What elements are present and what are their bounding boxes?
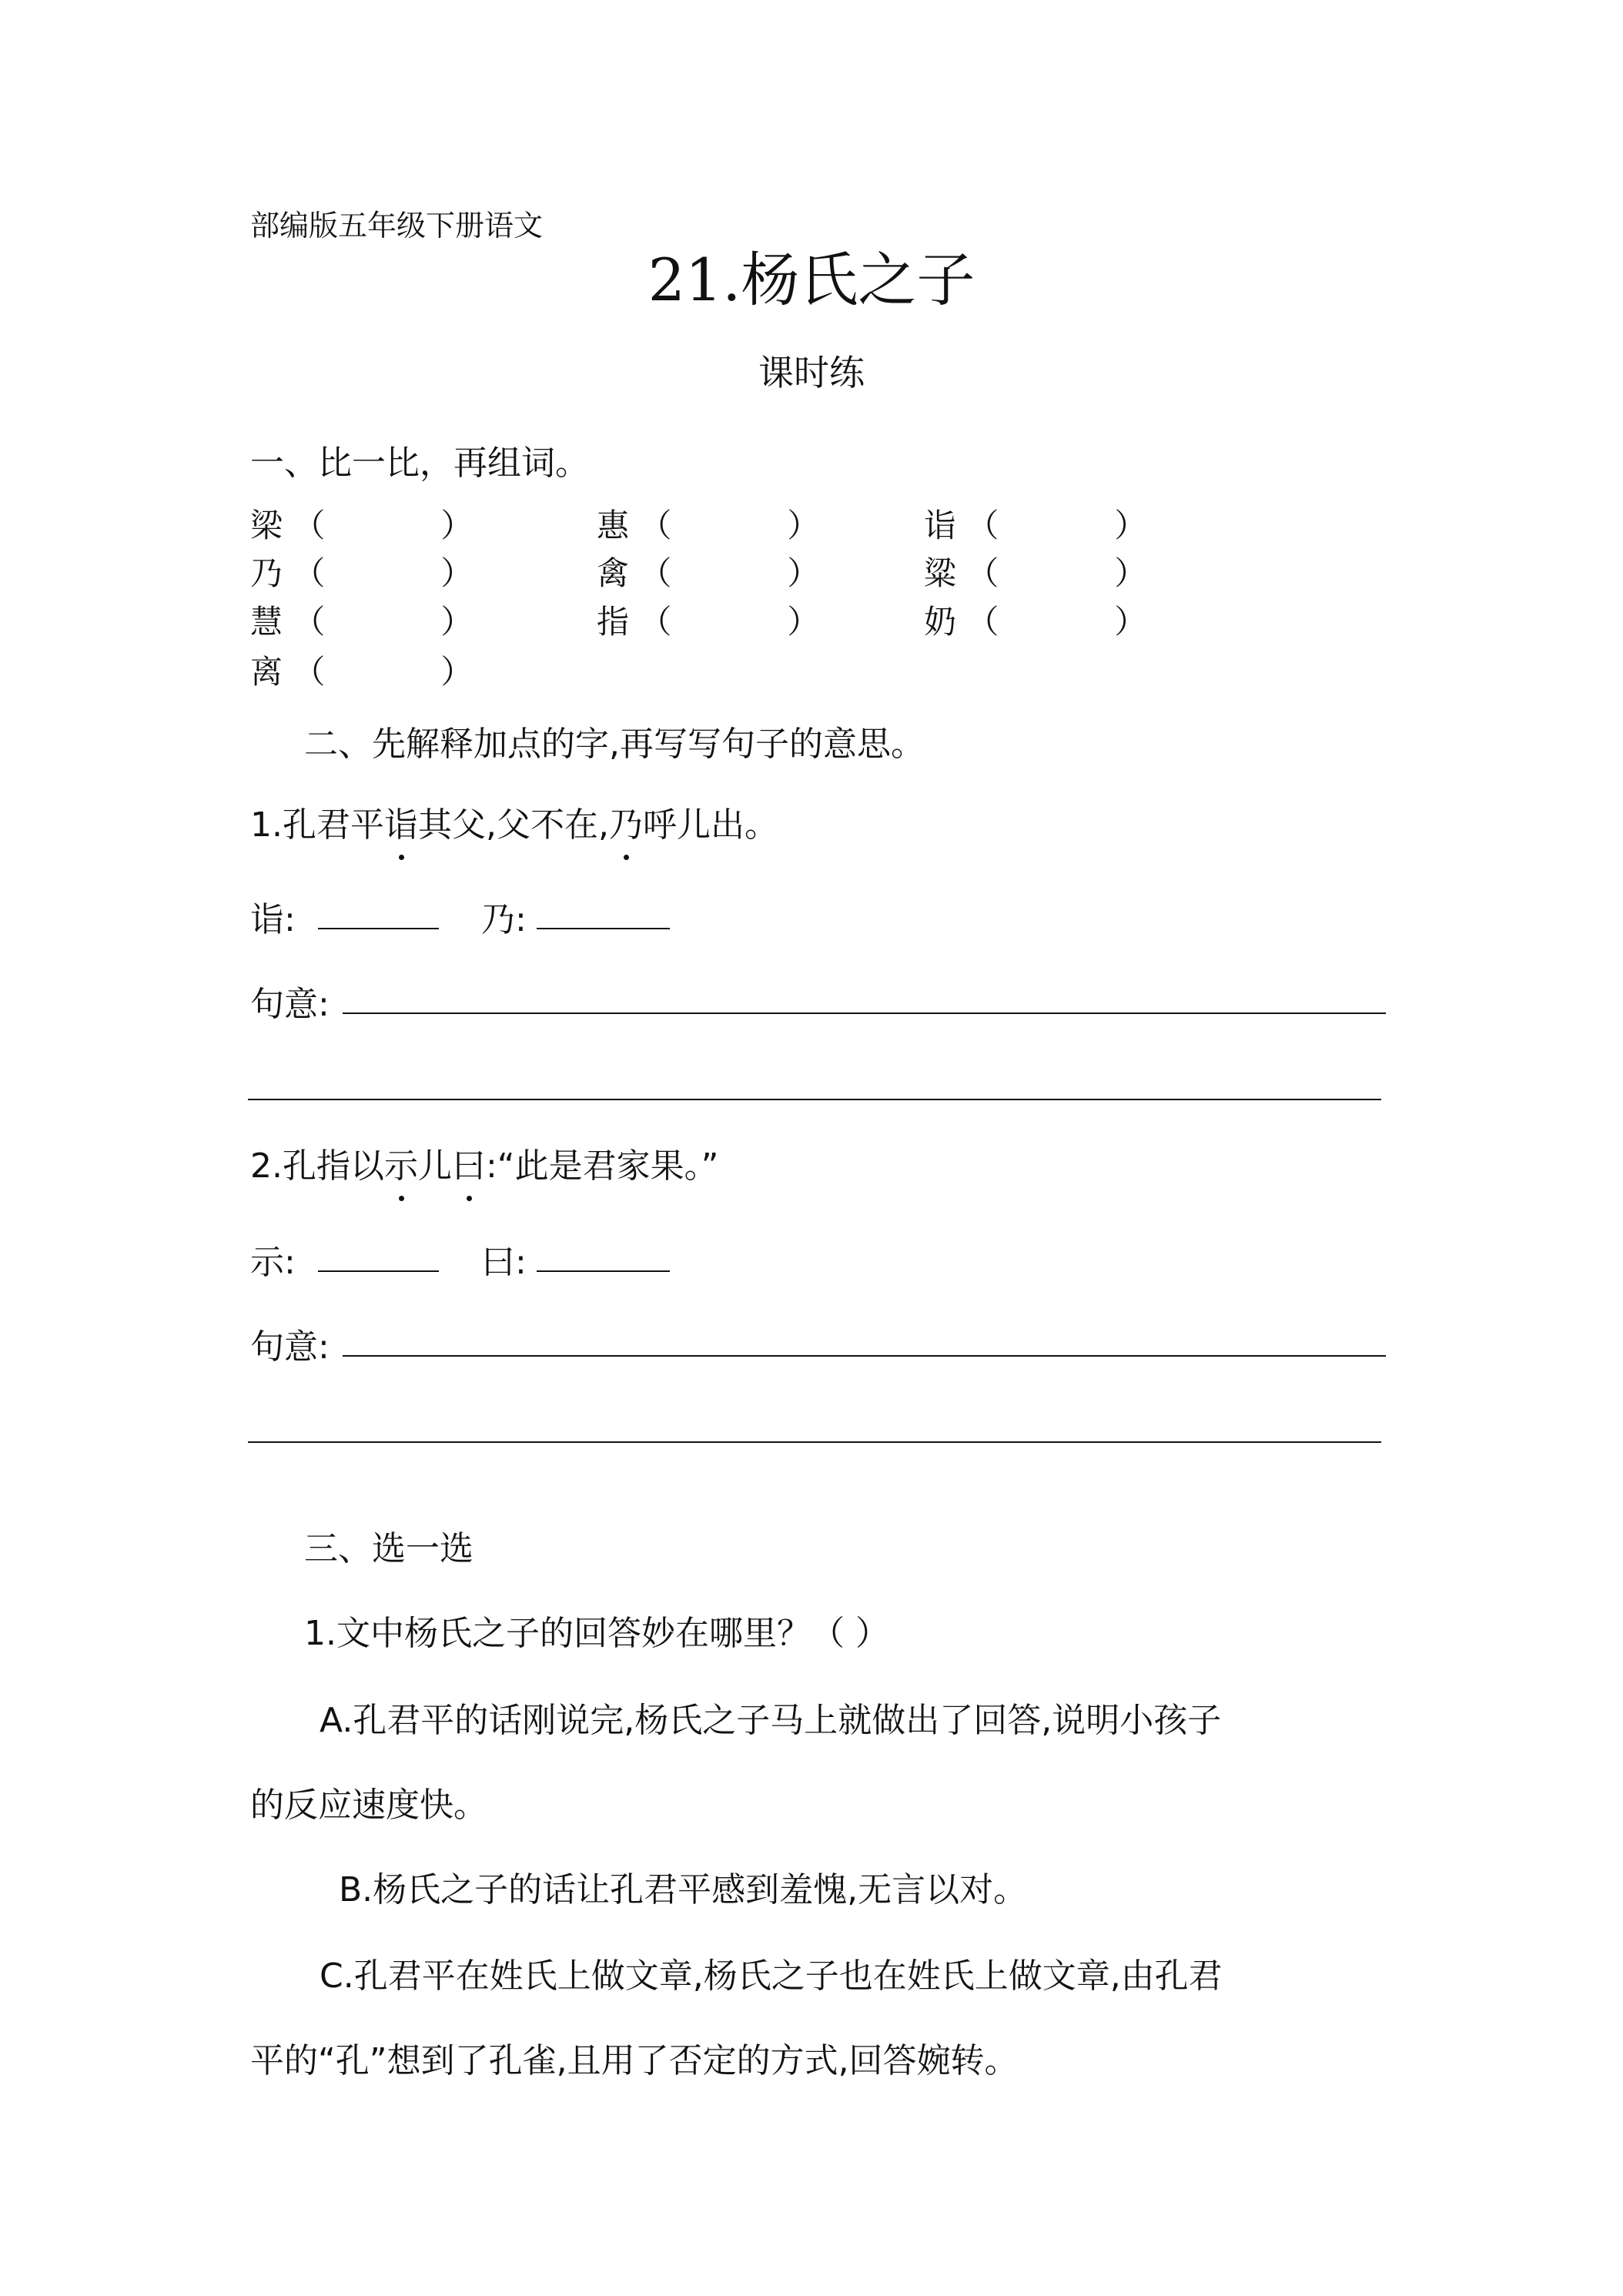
right-paren: ） — [440, 653, 474, 691]
left-paren: （ — [293, 653, 326, 691]
char: 粱 — [924, 554, 957, 592]
right-paren: ） — [1114, 554, 1147, 592]
section3-question: 1.文中杨氏之子的回答妙在哪里？（ ） — [304, 1614, 889, 1653]
right-paren: ） — [1114, 603, 1147, 641]
option-c-line-1: C.孔君平在姓氏上做文章,杨氏之子也在姓氏上做文章,由孔君 — [320, 1956, 1223, 1996]
sentence-part: 1.孔君平 — [250, 805, 384, 845]
left-paren: （ — [639, 603, 672, 641]
q1-word2-answer-line[interactable] — [537, 928, 670, 929]
q2-word1-answer-line[interactable] — [318, 1270, 439, 1272]
left-paren: （ — [966, 603, 999, 641]
sentence-part: 呼儿出。 — [642, 805, 778, 845]
q1-meaning-line-1[interactable] — [343, 1012, 1386, 1014]
q2-word1-label: 示: — [250, 1243, 296, 1282]
section3-heading: 三、选一选 — [304, 1529, 474, 1568]
sentence-part: 儿 — [417, 1146, 452, 1186]
word-item — [250, 548, 473, 594]
q2-meaning-line-1[interactable] — [343, 1355, 1386, 1357]
q1-meaning-line-2[interactable] — [248, 1099, 1381, 1100]
q2-meaning-line-2[interactable] — [248, 1441, 1381, 1443]
left-paren: （ — [966, 554, 999, 592]
word-item — [597, 597, 819, 643]
q2-word2-answer-line[interactable] — [537, 1270, 670, 1272]
dotted-char: 诣 — [384, 797, 418, 846]
right-paren: ） — [440, 507, 474, 544]
char: 慧 — [250, 603, 283, 641]
q2-word2-label: 曰: — [481, 1243, 527, 1282]
char: 奶 — [924, 603, 957, 641]
section1-heading: 一、比一比，再组词。 — [250, 443, 589, 483]
q1-meaning-label: 句意: — [250, 985, 330, 1024]
q2-meaning-label: 句意: — [250, 1327, 330, 1367]
left-paren: （ — [639, 554, 672, 592]
word-item — [924, 597, 1146, 643]
sentence-part: :“此是君家果。” — [485, 1146, 719, 1186]
char: 诣 — [924, 507, 957, 544]
right-paren: ） — [787, 554, 820, 592]
section2-heading: 二、先解释加点的字,再写写句子的意思。 — [304, 725, 925, 764]
char: 乃 — [250, 554, 283, 592]
document-header: 部编版五年级下册语文 — [250, 209, 544, 243]
char: 离 — [250, 653, 283, 691]
option-a-line-2: 的反应速度快。 — [250, 1786, 487, 1825]
option-a-line-1: A.孔君平的话刚说完,杨氏之子马上就做出了回答,说明小孩子 — [320, 1701, 1222, 1740]
right-paren: ） — [440, 603, 474, 641]
q1-word1-answer-line[interactable] — [318, 928, 439, 929]
page-title: 21.杨氏之子 — [648, 246, 975, 314]
right-paren: ） — [1114, 507, 1147, 544]
right-paren: ） — [787, 603, 820, 641]
page-subtitle: 课时练 — [758, 352, 865, 393]
word-item — [597, 548, 819, 594]
left-paren: （ — [293, 554, 326, 592]
left-paren: （ — [966, 507, 999, 544]
dotted-char: 乃 — [609, 797, 643, 846]
char: 禽 — [597, 554, 630, 592]
word-item — [597, 500, 819, 547]
q1-word2-label: 乃: — [481, 900, 527, 939]
left-paren: （ — [293, 603, 326, 641]
char: 指 — [597, 603, 630, 641]
right-paren: ） — [787, 507, 820, 544]
word-item — [250, 597, 473, 643]
sentence-part: 其父,父不在, — [417, 805, 609, 845]
right-paren: ） — [440, 554, 474, 592]
q1-word1-label: 诣: — [250, 900, 296, 939]
sentence-part: 2.孔指以 — [250, 1146, 384, 1186]
option-c-line-2: 平的“孔”想到了孔雀,且用了否定的方式,回答婉转。 — [250, 2041, 1019, 2080]
dotted-char: 曰 — [452, 1138, 486, 1187]
left-paren: （ — [639, 507, 672, 544]
left-paren: （ — [293, 507, 326, 544]
question-2-sentence — [250, 1138, 718, 1187]
word-item — [924, 500, 1146, 547]
word-item — [250, 647, 473, 693]
question-1-sentence — [250, 797, 778, 846]
word-item — [250, 500, 473, 547]
char: 梁 — [250, 507, 283, 544]
word-item — [924, 548, 1146, 594]
option-b: B.杨氏之子的话让孔君平感到羞愧,无言以对。 — [339, 1870, 1028, 1909]
dotted-char: 示 — [384, 1138, 418, 1187]
char: 惠 — [597, 507, 630, 544]
